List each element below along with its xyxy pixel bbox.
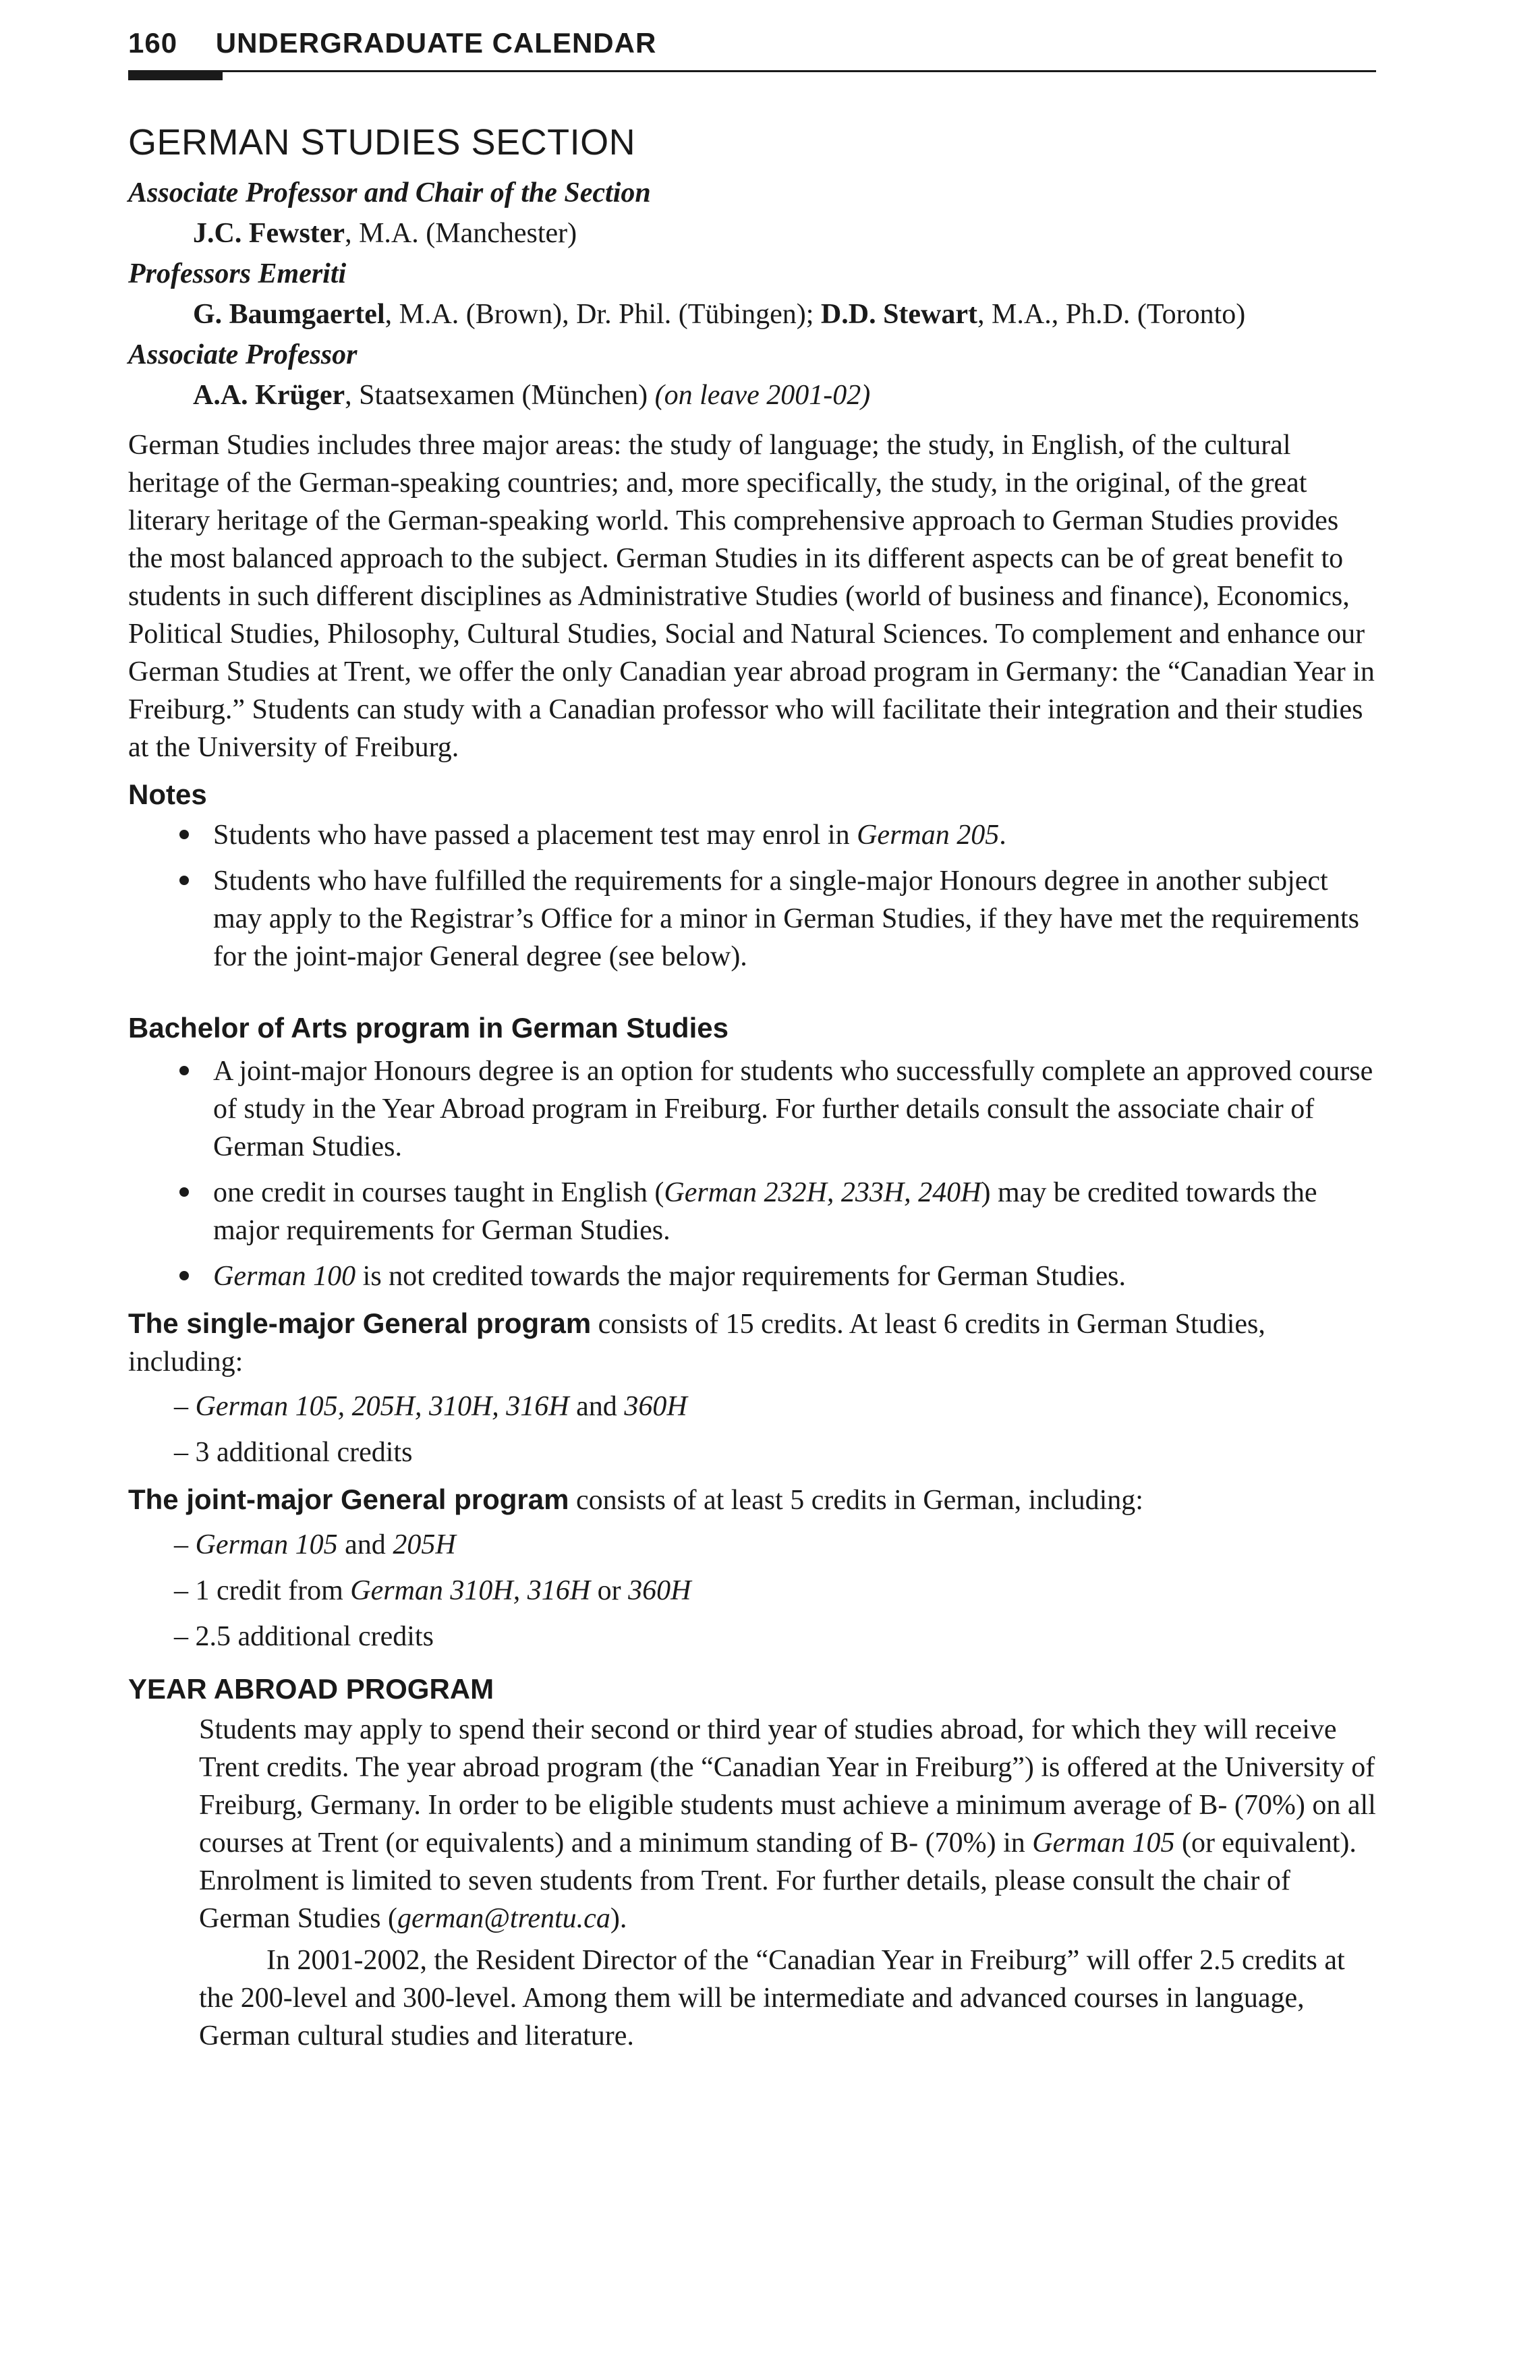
single-major-requirements	[128, 1388, 1376, 1471]
list-item: – German 105 and 205H	[174, 1529, 456, 1560]
faculty-role: Associate Professor	[128, 339, 358, 370]
ba-program-list	[128, 1052, 1376, 1295]
section-title: GERMAN STUDIES SECTION	[128, 122, 636, 163]
faculty-role: Professors Emeriti	[128, 258, 347, 289]
joint-major-label: The joint-major General program	[128, 1483, 569, 1515]
leave-note: (on leave 2001-02)	[654, 380, 871, 411]
ba-program-heading: Bachelor of Arts program in German Studies	[128, 1012, 729, 1044]
running-title: UNDERGRADUATE CALENDAR	[215, 27, 657, 59]
faculty-member	[193, 294, 1376, 335]
faculty-role: Associate Professor and Chair of the Section	[128, 177, 651, 208]
list-item: – 3 additional credits	[174, 1437, 413, 1468]
page-number: 160	[128, 27, 178, 59]
contact-email: german@trentu.ca	[397, 1903, 610, 1934]
faculty-name: J.C. Fewster	[193, 218, 345, 249]
faculty-details: , M.A., Ph.D. (Toronto)	[977, 299, 1246, 330]
faculty-member	[193, 213, 1376, 254]
bullet-icon	[179, 876, 189, 885]
bullet-icon	[179, 1066, 189, 1075]
bullet-icon	[179, 1271, 189, 1280]
faculty-list	[128, 173, 1376, 416]
bullet-icon	[179, 830, 189, 839]
running-header	[128, 27, 1376, 59]
year-abroad-paragraph: In 2001-2002, the Resident Director of the “Canadian Year in Freiburg” will offer 2.5 credits at the 200-level and 300-level. Among them will be intermediate and advanced courses in language, German cultural studies and literature.	[199, 1945, 1345, 2051]
single-major-label: The single-major General program	[128, 1307, 592, 1339]
joint-major-description: The joint-major General program consists of at least 5 credits in German, including:	[128, 1483, 1143, 1516]
year-abroad-paragraph: Students may apply to spend their second or third year of studies abroad, for which they will receive Trent credits. The year abroad program (the “Canadian Year in Freiburg”) is offered at the University of Freiburg, Germany. In order to be eligible students must achieve a minimum average of B- (70%) on all courses at Trent (or equivalents) and a minimum standing of B- (70%) in German 105 (or equivalent). Enrolment is limited to seven students from Trent. For further details, please consult the chair of German Studies (german@trentu.ca).	[199, 1714, 1376, 1934]
year-abroad-body	[199, 1711, 1376, 2055]
list-item: German 100 is not credited towards the major requirements for German Studies.	[174, 1257, 1376, 1295]
header-rule	[128, 70, 1376, 72]
faculty-name: G. Baumgaertel	[193, 299, 385, 330]
faculty-details: , M.A. (Manchester)	[345, 218, 577, 249]
list-item: Students who have fulfilled the requirements for a single-major Honours degree in another subject may apply to the Registrar’s Office for a minor in German Studies, if they have met the requirements for the joint-major General degree (see below).	[174, 862, 1376, 975]
notes-list	[128, 816, 1376, 975]
bullet-icon	[179, 1187, 189, 1197]
single-major-description: The single-major General program consists of 15 credits. At least 6 credits in German Studies, including:	[128, 1307, 1265, 1378]
faculty-name: D.D. Stewart	[820, 299, 978, 330]
joint-major-requirements	[128, 1526, 1376, 1655]
faculty-details: , M.A. (Brown), Dr. Phil. (Tübingen);	[384, 299, 821, 330]
list-item: A joint-major Honours degree is an option for students who successfully complete an approved course of study in the Year Abroad program in Freiburg. For further details consult the associate chair of German Studies.	[174, 1052, 1376, 1166]
faculty-details: , Staatsexamen (München)	[345, 380, 655, 411]
list-item: – 2.5 additional credits	[174, 1621, 434, 1652]
list-item: – German 105, 205H, 310H, 316H and 360H	[174, 1391, 687, 1422]
notes-heading: Notes	[128, 778, 207, 810]
list-item: Students who have passed a placement test may enrol in German 205.	[174, 816, 1376, 854]
year-abroad-heading: YEAR ABROAD PROGRAM	[128, 1673, 494, 1705]
intro-paragraph: German Studies includes three major areas: the study of language; the study, in English, of the cultural heritage of the German-speaking countries; and, more specifically, the study, in the original, of the great literary heritage of the German-speaking world. This comprehensive approach to German Studies provides the most balanced approach to the subject. German Studies in its different aspects can be of great benefit to students in such different disciplines as Administrative Studies (world of business and finance), Economics, Political Studies, Philosophy, Cultural Studies, Social and Natural Sciences. To complement and enhance our German Studies at Trent, we offer the only Canadian year abroad program in Germany: the “Canadian Year in Freiburg.” Students can study with a Canadian professor who will facilitate their integration and their studies at the University of Freiburg.	[128, 430, 1375, 763]
faculty-name: A.A. Krüger	[193, 380, 345, 411]
header-tab-marker	[128, 70, 223, 80]
main-content	[128, 115, 1376, 2059]
list-item: – 1 credit from German 310H, 316H or 360H	[174, 1575, 691, 1606]
faculty-member	[193, 375, 1376, 416]
list-item: one credit in courses taught in English (German 232H, 233H, 240H) may be credited towards the major requirements for German Studies.	[174, 1174, 1376, 1249]
